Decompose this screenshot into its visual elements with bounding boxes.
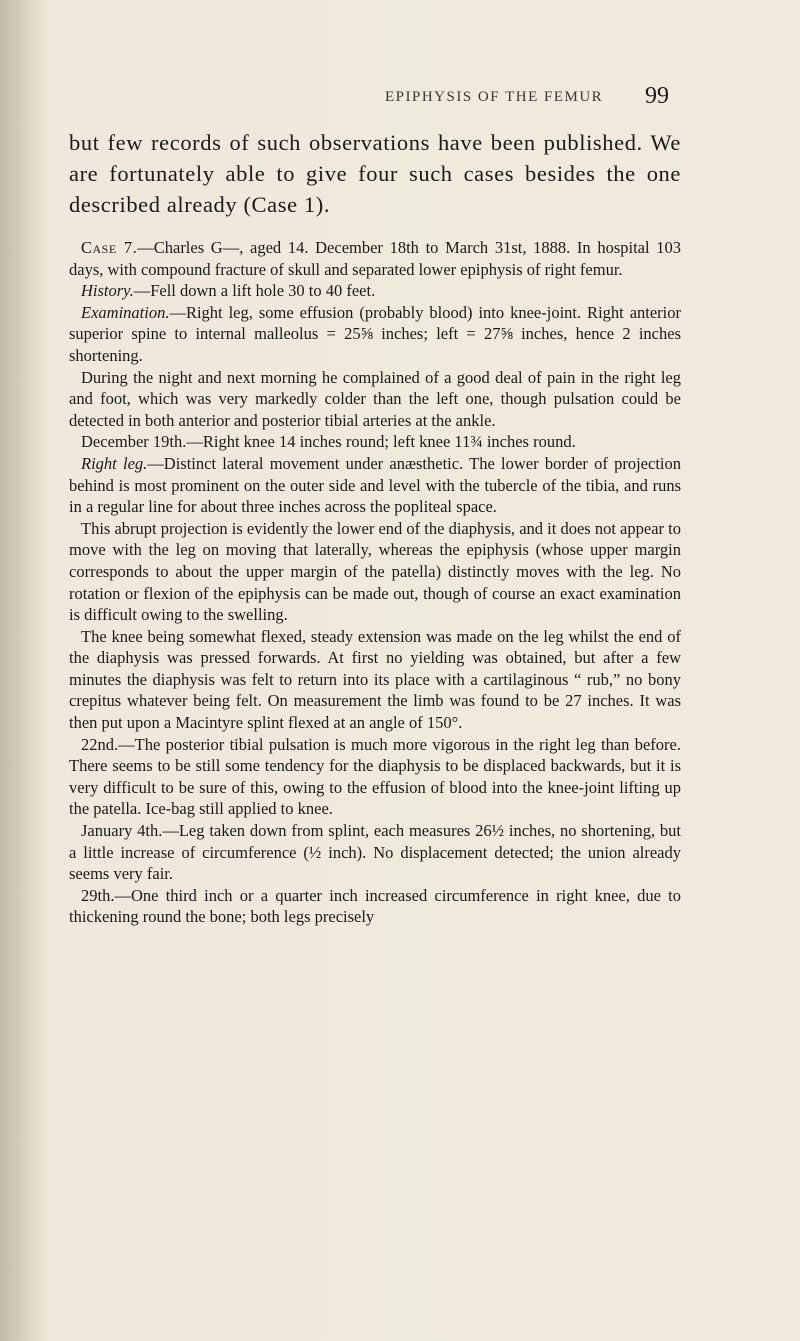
examination-label: Examination.	[81, 302, 170, 322]
intro-text: but few records of such observations have been published. We are fortunately able to give four such cases besides the one described already (Case 1).	[69, 130, 681, 217]
running-head: EPIPHYSIS OF THE FEMUR	[385, 89, 604, 105]
right-leg-text: —Distinct lateral movement under anæsthetic. The lower border of projection behind is most prominent on the outer side and level with the tubercle of the tibia, and runs in a regular line for about three inches across the popliteal space.	[69, 453, 682, 517]
page-gutter-shadow	[0, 0, 50, 1341]
jan4-paragraph: January 4th.—Leg taken down from splint, each measures 26½ inches, no shortening, but a little increase of circumference (½ inch). No displacement detected; the union already seems very fair.	[69, 821, 681, 884]
case-report	[69, 237, 681, 928]
dec22-paragraph: 22nd.—The posterior tibial pulsation is much more vigorous in the right leg than before. There seems to be still some tendency for the diaphysis to be displaced backwards, but it is very difficult to be sure of this, owing to the effusion of blood into the knee-joint lifting up the patella. Ice-bag still applied to knee.	[69, 734, 681, 819]
right-leg-label: Right leg.	[81, 453, 148, 473]
history-text: —Fell down a lift hole 30 to 40 feet.	[133, 281, 376, 301]
projection-paragraph: This abrupt projection is evidently the lower end of the diaphysis, and it does not appear to move with the leg on moving that laterally, whereas the epiphysis (whose upper margin corresponds to about the upper margin of the patella) distinctly moves with the leg. No rotation or flexion of the epiphysis can be made out, though of course an exact examination is difficult owing to the swelling.	[69, 518, 681, 625]
case-opening: —Charles G—, aged 14. December 18th to March 31st, 1888. In hospital 103 days, with compound fracture of skull and separated lower epiphysis of right femur.	[69, 238, 682, 279]
examination-text: —Right leg, some effusion (probably blood) into knee-joint. Right anterior superior spine to internal malleolus = 25⅝ inches; left = 27⅝ inches, hence 2 inches shortening.	[69, 302, 681, 365]
night-paragraph: During the night and next morning he complained of a good deal of pain in the right leg and foot, which was very markedly colder than the left one, though pulsation could be detected in both anterior and posterior tibial arteries at the ankle.	[69, 367, 681, 430]
history-label: History.	[81, 281, 134, 301]
knee-paragraph: The knee being somewhat flexed, steady extension was made on the leg whilst the end of the diaphysis was pressed forwards. At first no yielding was obtained, but after a few minutes the diaphysis was felt to return into its place with a cartilaginous “ rub,” no bony crepitus whatever being felt. On measurement the limb was found to be 27 inches. It was then put upon a Macintyre splint flexed at an angle of 150°.	[69, 626, 681, 733]
examination-paragraph	[69, 302, 681, 367]
right-leg-paragraph	[69, 453, 681, 518]
page-number: 99	[645, 83, 669, 109]
jan29-paragraph: 29th.—One third inch or a quarter inch increased circumference in right knee, due to thickening round the bone; both legs precisely	[69, 885, 681, 927]
case-label: Case 7.	[81, 238, 138, 257]
dec19-paragraph: December 19th.—Right knee 14 inches round; left knee 11¾ inches round.	[81, 432, 576, 452]
history-paragraph	[69, 280, 681, 302]
case-opening-paragraph	[69, 237, 681, 280]
page-header	[0, 83, 800, 113]
intro-paragraph	[69, 127, 681, 220]
